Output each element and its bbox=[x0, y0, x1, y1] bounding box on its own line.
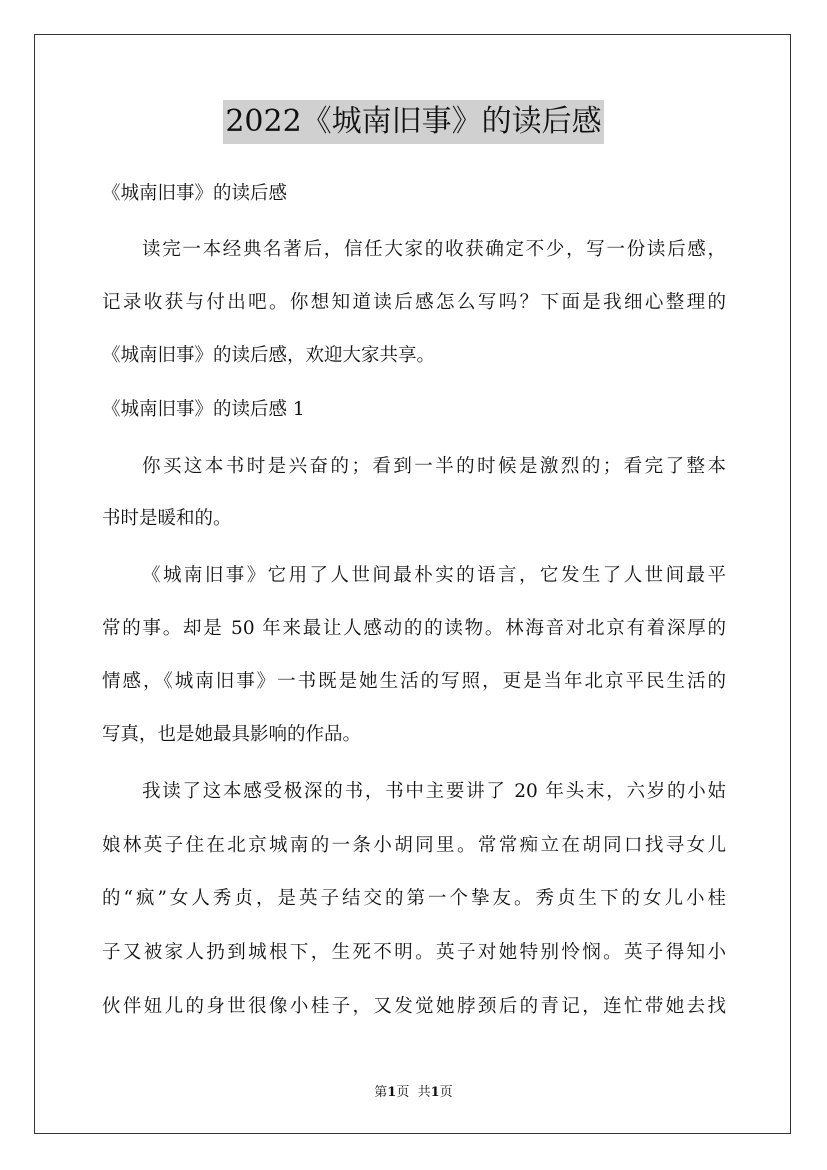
text-line: 的“疯”女人秀贞，是英子结交的第一个挚友。秀贞生下的女儿小桂 bbox=[102, 888, 726, 909]
page-label-prefix: 第 bbox=[374, 1085, 388, 1100]
text-line: 娘林英子住在北京城南的一条小胡同里。常常痴立在胡同口找寻女儿 bbox=[102, 835, 726, 856]
text-line: 《城南旧事》的读后感，欢迎大家共享。 bbox=[102, 345, 436, 366]
text-line: 《城南旧事》它用了人世间最朴实的语言，它发生了人世间最平 bbox=[142, 565, 726, 586]
page-footer bbox=[0, 1084, 827, 1102]
page-label-suffix: 页 bbox=[396, 1085, 410, 1100]
text-line: 伙伴妞儿的身世很像小桂子，又发觉她脖颈后的青记，连忙带她去找 bbox=[102, 996, 726, 1017]
text-line: 记录收获与付出吧。你想知道读后感怎么写吗？下面是我细心整理的 bbox=[102, 292, 726, 313]
text-line: 书时是暖和的。 bbox=[102, 508, 232, 529]
text-line: 子又被家人扔到城根下，生死不明。英子对她特别怜悯。英子得知小 bbox=[102, 942, 726, 963]
text-line: 写真，也是她最具影响的作品。 bbox=[102, 724, 362, 745]
subtitle-line: 《城南旧事》的读后感 bbox=[102, 183, 288, 204]
section-heading: 《城南旧事》的读后感 1 bbox=[102, 399, 305, 420]
total-pages: 1 bbox=[430, 1085, 440, 1100]
text-line: 情感，《城南旧事》一书既是她生活的写照，更是当年北京平民生活的 bbox=[102, 671, 726, 692]
total-label-suffix: 页 bbox=[439, 1085, 453, 1100]
document-title: 2022《城南旧事》的读后感 bbox=[223, 100, 603, 144]
total-label-prefix: 共 bbox=[417, 1085, 431, 1100]
title-container bbox=[0, 100, 827, 144]
text-line: 你买这本书时是兴奋的；看到一半的时候是激烈的；看完了整本 bbox=[142, 456, 726, 477]
page-number: 1 bbox=[387, 1085, 397, 1100]
text-line: 常的事。却是 50 年来最让人感动的的读物。林海音对北京有着深厚的 bbox=[102, 618, 726, 639]
text-line: 我读了这本感受极深的书，书中主要讲了 20 年头末，六岁的小姑 bbox=[142, 781, 726, 802]
text-line: 读完一本经典名著后，信任大家的收获确定不少，写一份读后感， bbox=[142, 239, 726, 260]
